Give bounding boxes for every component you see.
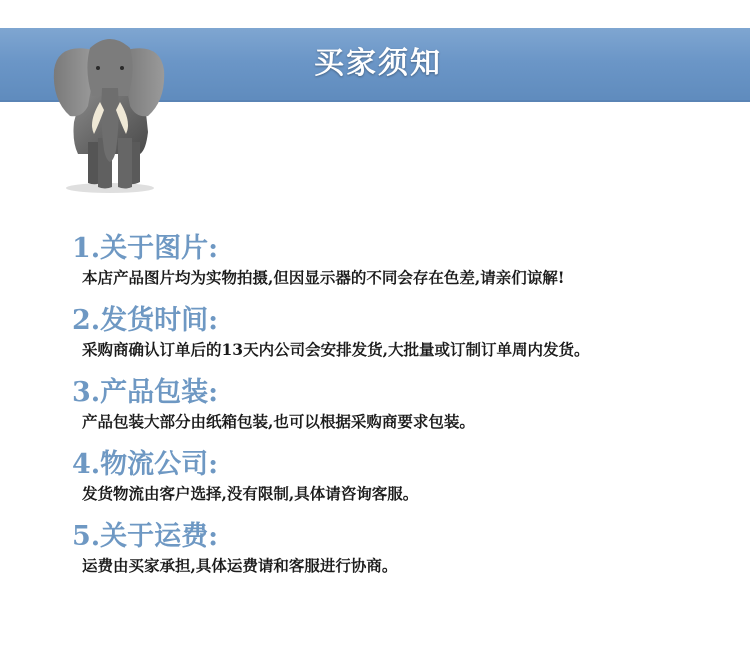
section-heading: 4.物流公司: bbox=[72, 449, 219, 480]
section-body: 运费由买家承担,具体运费请和客服进行协商。 bbox=[82, 556, 398, 575]
notice-section-photos bbox=[72, 232, 732, 304]
section-heading: 5.关于运费: bbox=[72, 521, 219, 552]
section-body: 采购商确认订单后的13天内公司会安排发货,大批量或订制订单周内发货。 bbox=[82, 340, 590, 359]
notice-section-packaging bbox=[72, 376, 732, 448]
notice-sections bbox=[72, 232, 732, 592]
elephant-icon bbox=[44, 22, 174, 194]
notice-section-shipping-time bbox=[72, 304, 732, 376]
notice-section-logistics bbox=[72, 448, 732, 520]
section-body: 发货物流由客户选择,没有限制,具体请咨询客服。 bbox=[82, 484, 419, 503]
page-title: 买家须知 bbox=[314, 46, 442, 81]
section-body: 本店产品图片均为实物拍摄,但因显示器的不同会存在色差,请亲们谅解! bbox=[82, 268, 565, 287]
notice-section-shipping-fee bbox=[72, 520, 732, 592]
section-body: 产品包装大部分由纸箱包装,也可以根据采购商要求包装。 bbox=[82, 412, 475, 431]
section-heading: 1.关于图片: bbox=[72, 233, 219, 264]
section-heading: 3.产品包装: bbox=[72, 377, 219, 408]
section-heading: 2.发货时间: bbox=[72, 305, 219, 336]
